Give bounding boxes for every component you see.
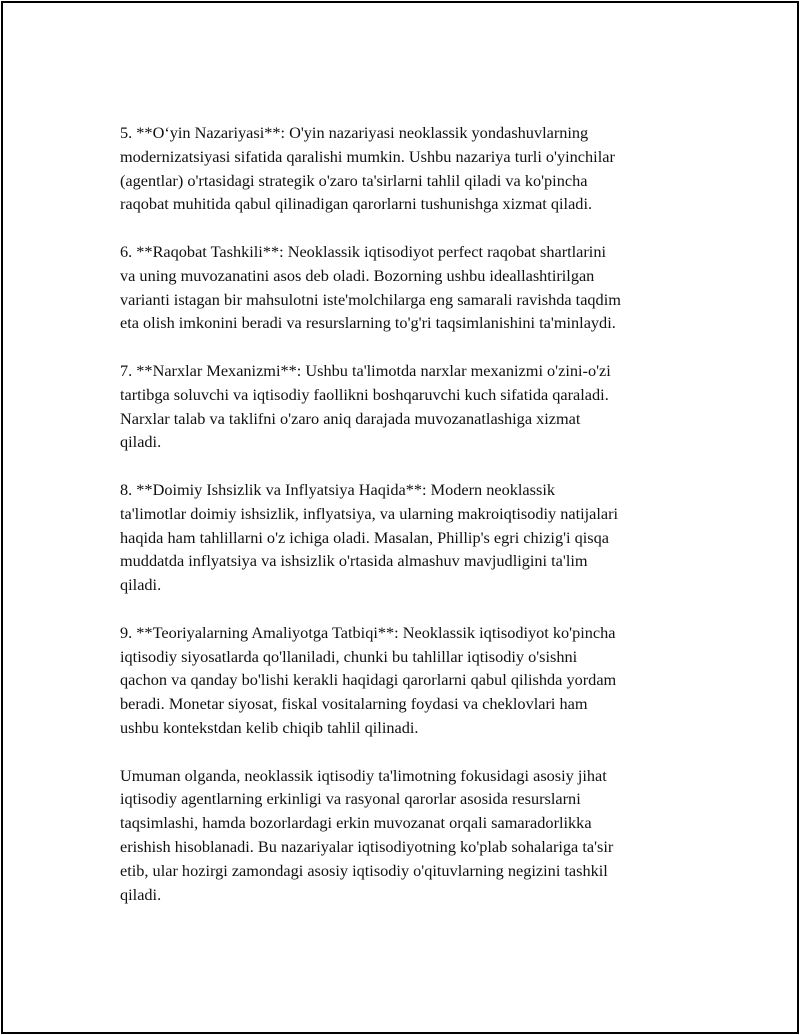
text-line: tartibga soluvchi va iqtisodiy faollikni boshqaruvchi kuch sifatida qaraladi. <box>120 384 609 404</box>
text-line: iqtisodiy agentlarning erkinligi va rasyonal qarorlar asosida resurslarni <box>120 789 581 809</box>
text-line: ushbu kontekstdan kelib chiqib tahlil qilinadi. <box>120 717 419 737</box>
paragraph-game-theory <box>120 121 690 216</box>
text-line: (agentlar) o'rtasidagi strategik o'zaro ta'sirlarni tahlil qiladi va ko'pincha <box>120 170 588 190</box>
text-line: muddatda inflyatsiya va ishsizlik o'rtasida almashuv mavjudligini ta'lim <box>120 551 588 571</box>
text-line: eta olish imkonini beradi va resurslarning to'g'ri taqsimlanishini ta'minlaydi. <box>120 313 616 333</box>
text-line: haqida ham tahlillarni o'z ichiga oladi. Masalan, Phillip's egri chizig'i qisqa <box>120 527 609 547</box>
text-line: varianti istagan bir mahsulotni iste'molchilarga eng samarali ravishda taqdim <box>120 289 621 309</box>
text-line: taqsimlashi, hamda bozorlardagi erkin muvozanat orqali samaradorlikka <box>120 813 592 833</box>
text-line: qachon va qanday bo'lishi kerakli haqidagi qarorlarni qabul qilishda yordam <box>120 670 617 690</box>
document-body <box>120 121 690 906</box>
paragraph-theory-application <box>120 621 690 740</box>
text-line: va uning muvozanatini asos deb oladi. Bozorning ushbu ideallashtirilgan <box>120 265 595 285</box>
text-line: iqtisodiy siyosatlarda qo'llaniladi, chunki bu tahlillar iqtisodiy o'sishni <box>120 646 578 666</box>
text-line: 9. **Teoriyalarning Amaliyotga Tatbiqi**: Neoklassik iqtisodiyot ko'pincha <box>120 622 616 642</box>
text-line: beradi. Monetar siyosat, fiskal vositalarning foydasi va cheklovlari ham <box>120 694 588 714</box>
text-line: 6. **Raqobat Tashkili**: Neoklassik iqtisodiyot perfect raqobat shartlarini <box>120 241 606 261</box>
text-line: erishish hisoblanadi. Bu nazariyalar iqtisodiyotning ko'plab sohalariga ta'sir <box>120 836 614 856</box>
text-line: raqobat muhitida qabul qilinadigan qarorlarni tushunishga xizmat qiladi. <box>120 194 593 214</box>
page-border <box>1 1 799 1034</box>
text-line: Narxlar talab va taklifni o'zaro aniq darajada muvozanatlashiga xizmat <box>120 408 581 428</box>
text-line: 5. **O‘yin Nazariyasi**: O'yin nazariyasi neoklassik yondashuvlarning <box>120 123 589 142</box>
text-line: 7. **Narxlar Mexanizmi**: Ushbu ta'limotda narxlar mexanizmi o'zini-o'zi <box>120 360 611 380</box>
text-line: etib, ular hozirgi zamondagi asosiy iqtisodiy o'qituvlarning negizini tashkil <box>120 860 608 880</box>
text-line: 8. **Doimiy Ishsizlik va Inflyatsiya Haqida**: Modern neoklassik <box>120 479 555 499</box>
paragraph-unemployment-inflation <box>120 478 690 597</box>
text-line: modernizatsiyasi sifatida qaralishi mumkin. Ushbu nazariya turli o'yinchilar <box>120 146 615 166</box>
paragraph-price-mechanism <box>120 359 690 454</box>
paragraph-conclusion <box>120 764 690 907</box>
text-line: qiladi. <box>120 432 162 452</box>
text-line: qiladi. <box>120 575 162 595</box>
text-line: qiladi. <box>120 884 162 904</box>
text-line: ta'limotlar doimiy ishsizlik, inflyatsiya, va ularning makroiqtisodiy natijalari <box>120 503 619 523</box>
text-line: Umuman olganda, neoklassik iqtisodiy ta'limotning fokusidagi asosiy jihat <box>120 765 607 785</box>
paragraph-competition <box>120 240 690 335</box>
